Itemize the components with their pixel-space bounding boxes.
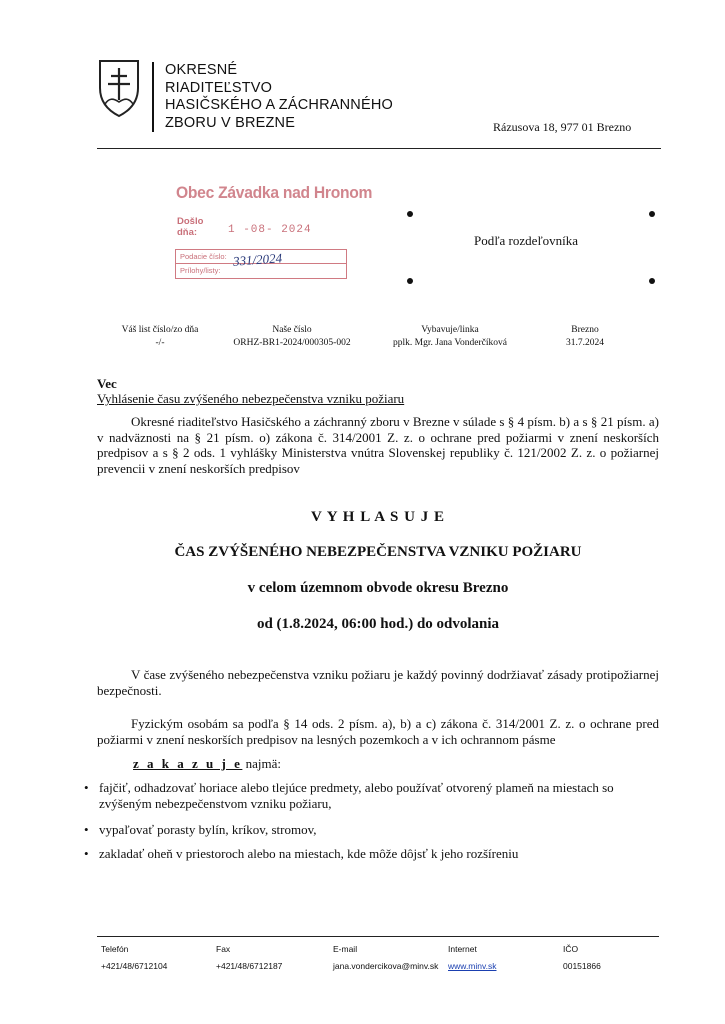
intro-paragraph: Okresné riaditeľstvo Hasičského a záchranný zboru v Brezne v súlade s § 4 písm. b) a s § 21 písm. a) v nadväznosti na § 21 písm. o) zákona č. 314/2001 Z. z. o ochrane pred požiarmi v znení neskorších predpisov a s § 2 ods. 1 vyhlášky Ministerstva vnútra Slovenskej republiky č. 121/2002 Z. z. o požiarnej prevencii v znení neskorších predpisov [97, 414, 659, 476]
stamp-date: 1 -08- 2024 [228, 224, 312, 236]
bullet-icon: • [84, 780, 89, 795]
stamp-podacie-value: 331/2024 [232, 250, 283, 269]
declaration-verb: V Y H L A S U J E [311, 509, 445, 525]
meta-your-letter: Váš list číslo/zo dňa -/- [121, 325, 199, 348]
organization-name: OKRESNÉ RIADITEĽSTVO HASIČSKÉHO A ZÁCHRANNÉHO ZBORU V BREZNE [165, 62, 393, 131]
stamp-prilohy-label: Prílohy/listy: [180, 266, 221, 275]
coat-of-arms-icon [97, 58, 141, 118]
meta-place-date: Brezno 31.7.2024 [566, 325, 604, 348]
address-window-mark [407, 278, 413, 284]
bullet-icon: • [84, 822, 89, 837]
website-link[interactable]: www.minv.sk [448, 961, 497, 971]
subject-label: Vec [97, 376, 117, 391]
address-window-mark [407, 211, 413, 217]
stamp-podacie-label: Podacie číslo: [180, 252, 227, 261]
recipient-distribution: Podľa rozdeľovníka [474, 233, 579, 248]
list-item: fajčiť, odhadzovať horiace alebo tlejúce predmety, alebo používať otvorený plameň na miestach so zvýšeným nebezpečenstvom vzniku požiaru, [99, 780, 614, 811]
subject-text: Vyhlásenie času zvýšeného nebezpečenstva vzniku požiaru [97, 391, 405, 406]
address-window-mark [649, 278, 655, 284]
list-item: zakladať oheň v priestoroch alebo na miestach, kde môže dôjsť k jeho rozšíreniu [99, 846, 519, 861]
footer-internet: Internet www.minv.sk [448, 944, 497, 971]
footer-fax: Fax +421/48/6712187 [216, 944, 283, 971]
paragraph-duty: V čase zvýšeného nebezpečenstva vzniku požiaru je každý povinný dodržiavať zásady protipožiarnej bezpečnosti. [97, 667, 659, 698]
meta-our-number: Naše číslo ORHZ-BR1-2024/000305-002 [233, 325, 351, 348]
declaration-heading: ČAS ZVÝŠENÉHO NEBEZPEČENSTVA VZNIKU POŽIARU [174, 544, 582, 560]
address-window-mark [649, 211, 655, 217]
footer-email: E-mail jana.vondercikova@minv.sk [333, 944, 439, 971]
stamp-received-label: Došlo dňa: [177, 216, 204, 238]
declaration-period: od (1.8.2024, 06:00 hod.) do odvolania [256, 616, 500, 632]
organization-address: Rázusova 18, 977 01 Brezno [493, 120, 632, 134]
header-divider [152, 62, 154, 132]
footer-ico: IČO 00151866 [563, 944, 601, 971]
footer-rule [97, 936, 659, 937]
footer-phone: Telefón +421/48/6712104 [101, 944, 168, 971]
prohibition-line: z a k a z u j e najmä: [133, 756, 281, 771]
bullet-icon: • [84, 846, 89, 861]
declaration-territory: v celom územnom obvode okresu Brezno [247, 580, 509, 596]
header-rule [97, 148, 661, 149]
list-item: vypaľovať porasty bylín, kríkov, stromov, [99, 822, 317, 837]
paragraph-persons: Fyzickým osobám sa podľa § 14 ods. 2 písm. a), b) a c) zákona č. 314/2001 Z. z. o ochrane pred požiarmi v znení neskorších predpisov na lesných pozemkoch a v ich ochrannom pásme [97, 716, 659, 747]
stamp-title: Obec Závadka nad Hronom [176, 183, 373, 202]
meta-handled-by: Vybavuje/linka pplk. Mgr. Jana Vonderčíková [393, 325, 507, 348]
